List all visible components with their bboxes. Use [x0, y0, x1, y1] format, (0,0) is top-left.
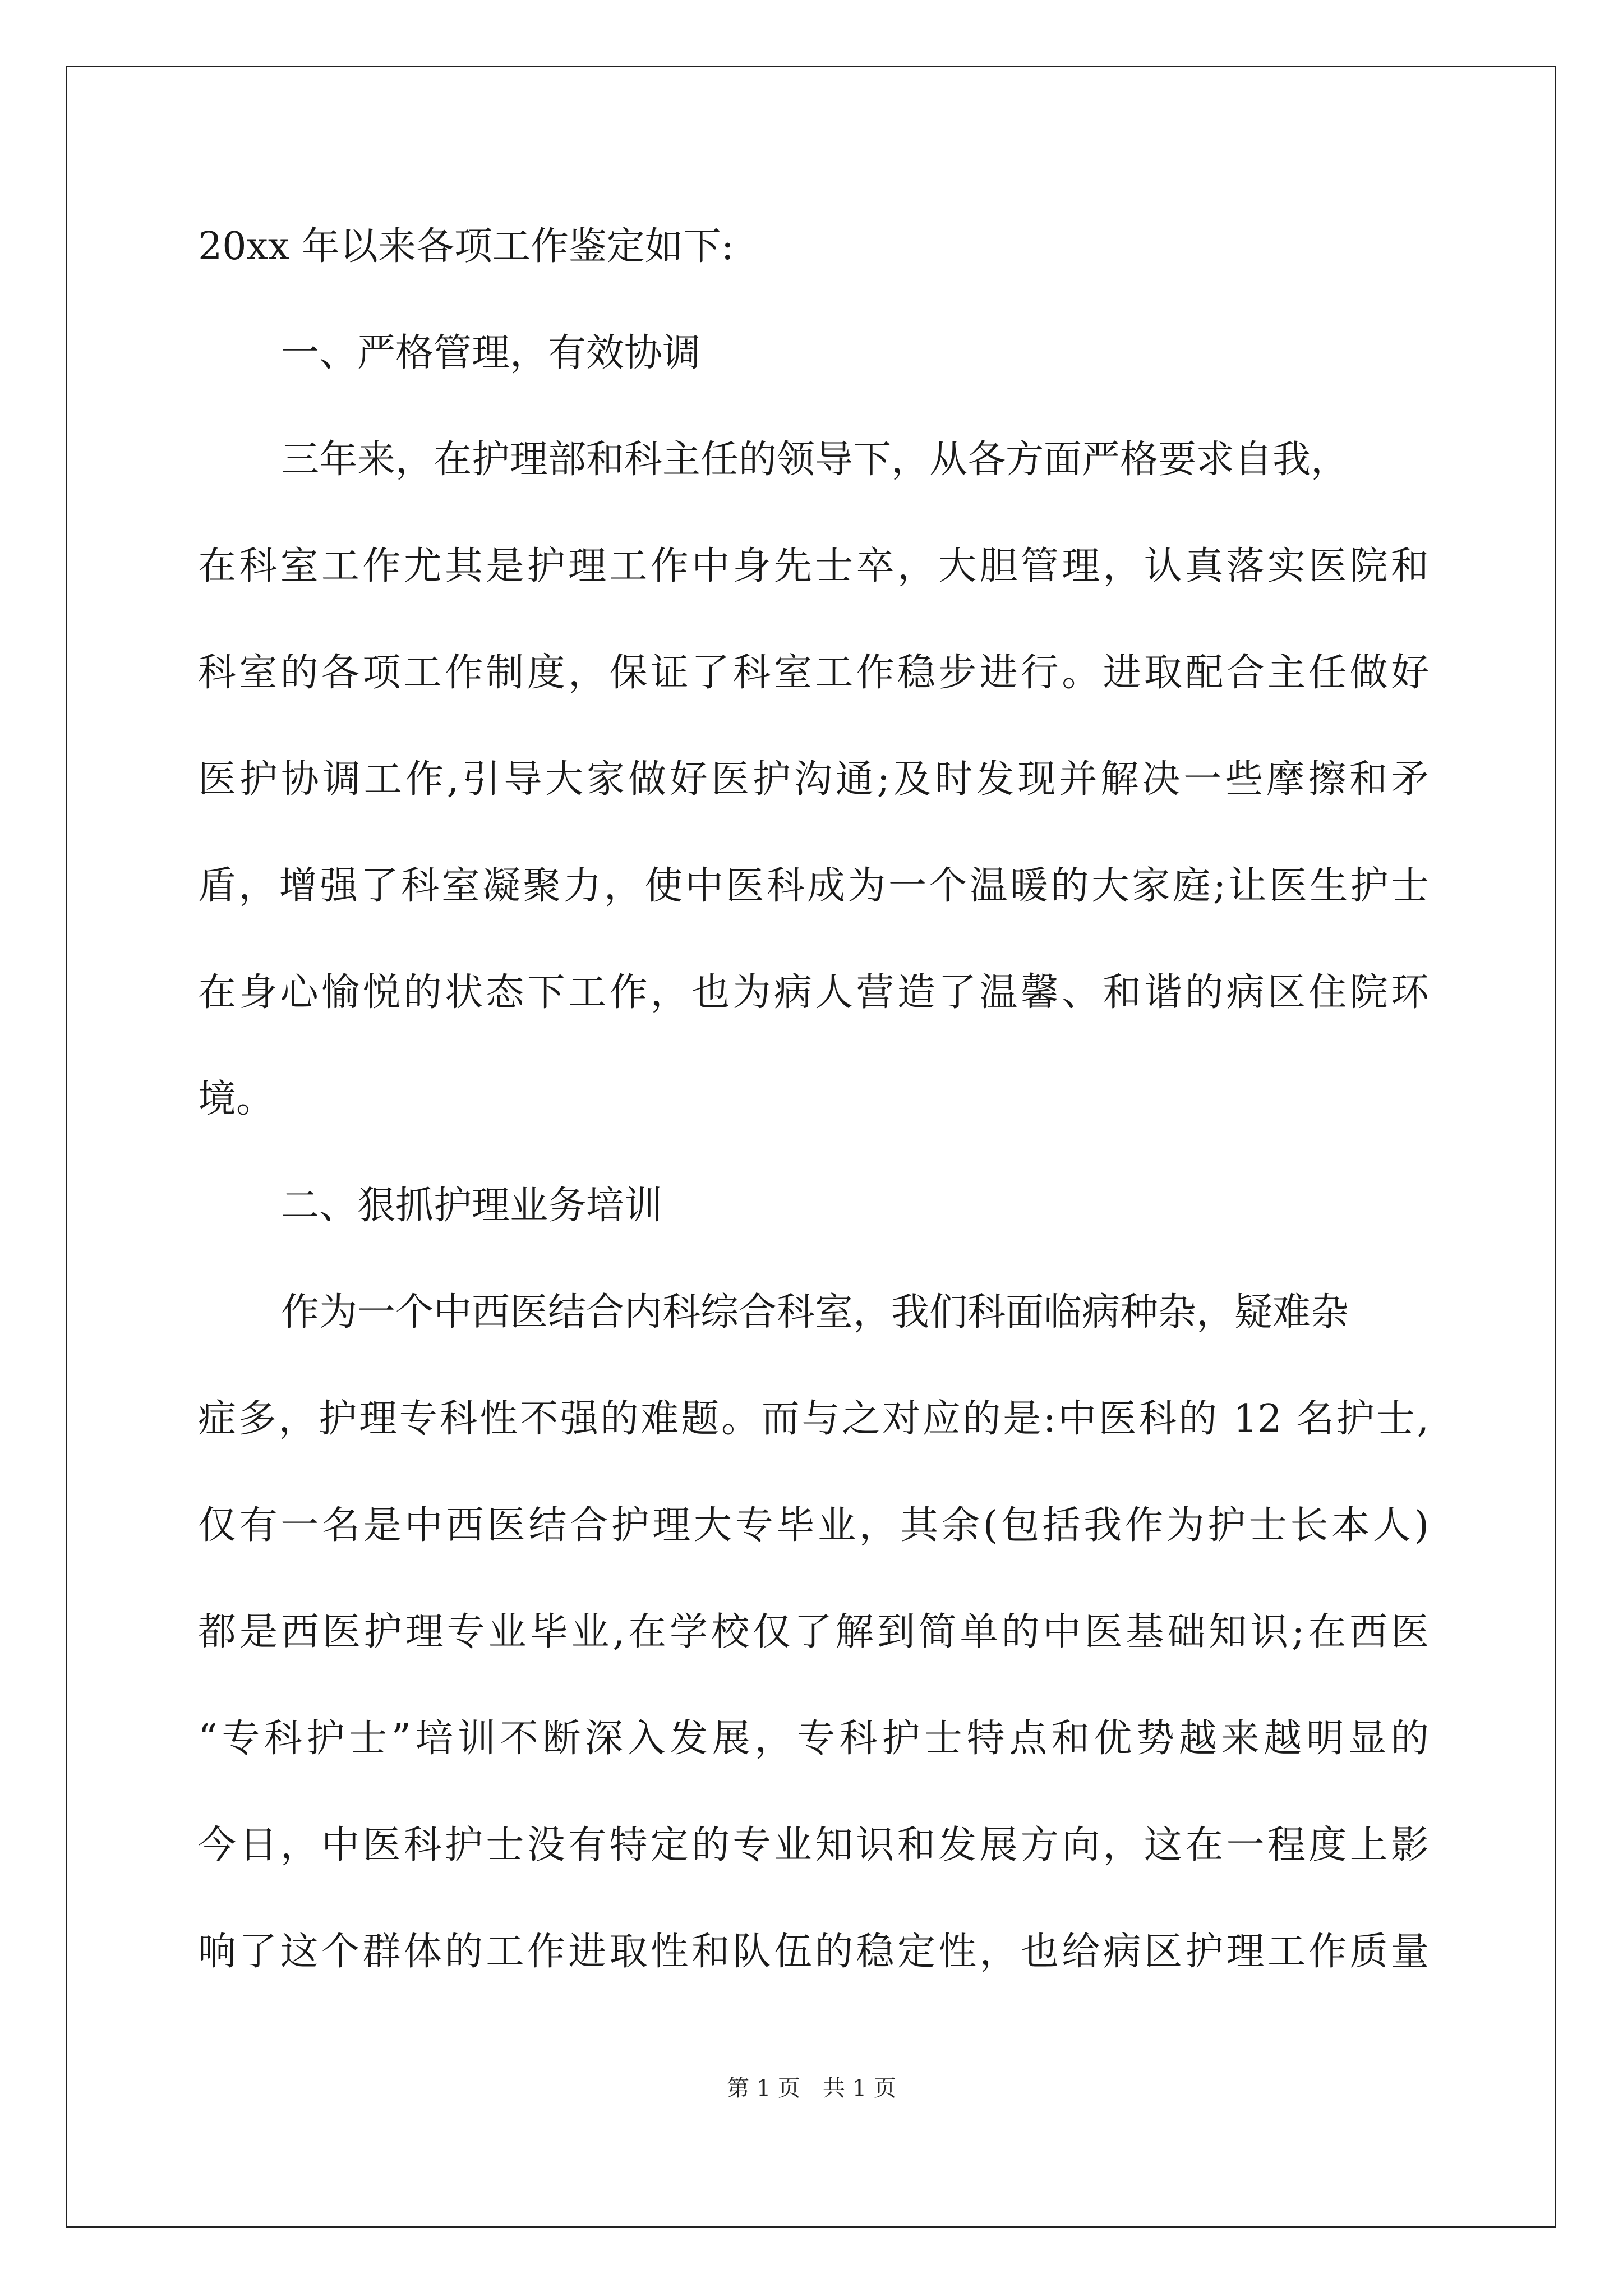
- section-heading-2: 二、狠抓护理业务培训: [281, 1184, 663, 1228]
- section-heading-1: 一、严格管理，有效协调: [281, 331, 701, 375]
- paragraph-line: 在身心愉悦的状态下工作，也为病人营造了温馨、和谐的病区住院环: [198, 970, 1429, 1015]
- paragraph-line: 在科室工作尤其是护理工作中身先士卒，大胆管理，认真落实医院和: [198, 544, 1429, 588]
- paragraph-line: 作为一个中西医结合内科综合科室，我们科面临病种杂，疑难杂: [281, 1290, 1349, 1335]
- paragraph-line: “专科护士”培训不断深入发展，专科护士特点和优势越来越明显的: [198, 1717, 1429, 1761]
- paragraph-line: 医护协调工作,引导大家做好医护沟通;及时发现并解决一些摩擦和矛: [198, 757, 1429, 802]
- document-intro-line: 20xx 年以来各项工作鉴定如下:: [198, 224, 734, 269]
- paragraph-line: 都是西医护理专业毕业,在学校仅了解到简单的中医基础知识;在西医: [198, 1610, 1429, 1654]
- page-number-footer: 第 1 页 共 1 页: [727, 2076, 896, 2101]
- paragraph-line: 响了这个群体的工作进取性和队伍的稳定性，也给病区护理工作质量: [198, 1930, 1429, 1974]
- paragraph-line: 今日，中医科护士没有特定的专业知识和发展方向，这在一程度上影: [198, 1823, 1429, 1867]
- paragraph-line: 盾，增强了科室凝聚力，使中医科成为一个温暖的大家庭;让医生护士: [198, 864, 1429, 908]
- paragraph-line: 仅有一名是中西医结合护理大专毕业，其余(包括我作为护士长本人): [198, 1503, 1429, 1548]
- paragraph-line: 症多，护理专科性不强的难题。而与之对应的是:中医科的 12 名护士,: [198, 1397, 1429, 1441]
- paragraph-line: 三年来，在护理部和科主任的领导下，从各方面严格要求自我，: [281, 438, 1349, 482]
- paragraph-line: 境。: [198, 1077, 275, 1121]
- paragraph-line: 科室的各项工作制度，保证了科室工作稳步进行。进取配合主任做好: [198, 651, 1429, 695]
- page-border: [66, 66, 1556, 2228]
